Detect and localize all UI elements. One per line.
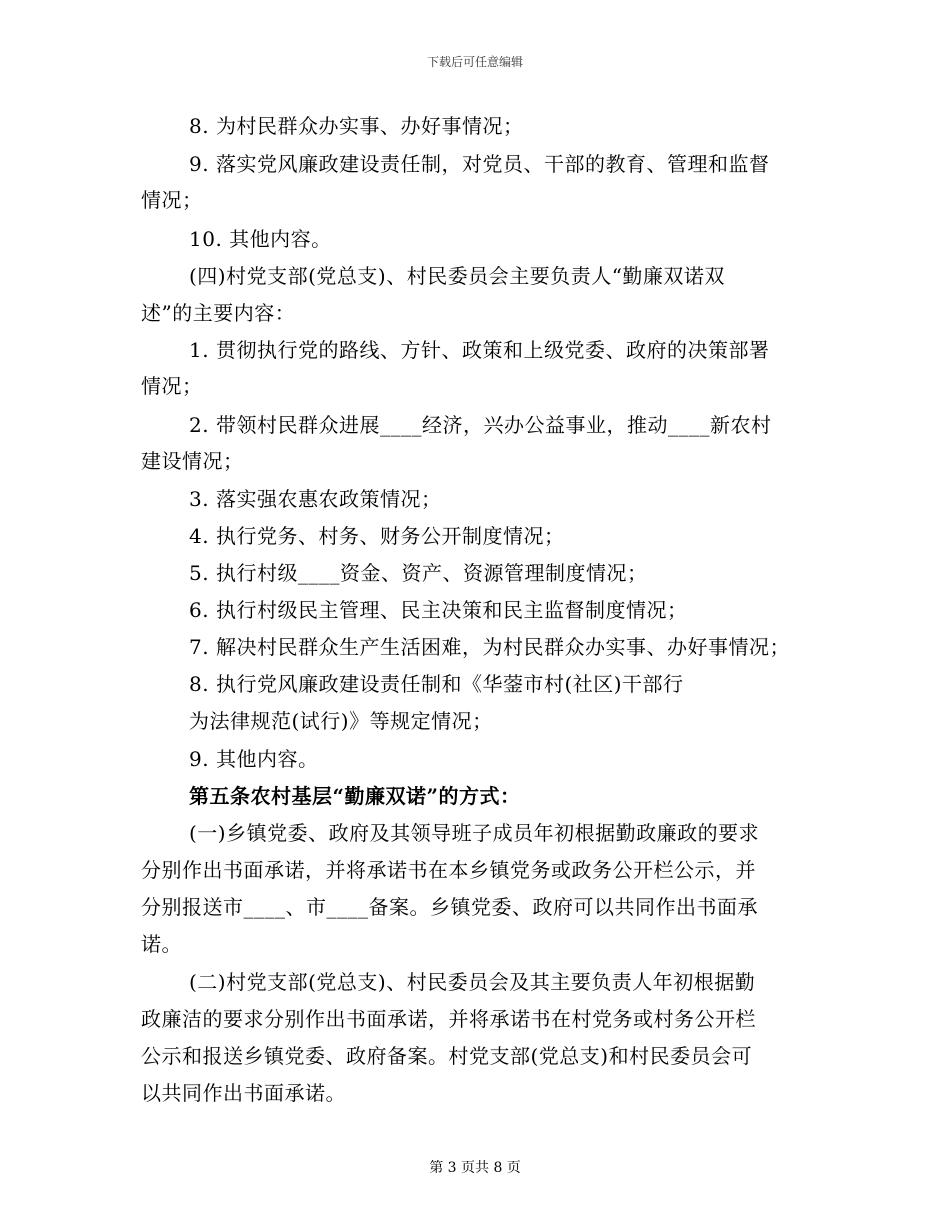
header-note: 下载后可任意编辑 bbox=[426, 55, 523, 69]
text-line: 1. 贯彻执行党的路线、方针、政策和上级党委、政府的决策部署 bbox=[189, 338, 770, 362]
text-line: 情况； bbox=[141, 188, 203, 212]
text-line: 3. 落实强农惠农政策情况； bbox=[189, 487, 442, 511]
text-line: 10. 其他内容。 bbox=[189, 227, 332, 251]
text-line: 9. 其他内容。 bbox=[189, 747, 319, 771]
section-heading: 第五条农村基层“勤廉双诺”的方式： bbox=[189, 784, 521, 808]
text-line: 8. 执行党风廉政建设责任制和《华蓥市村(社区)干部行 bbox=[189, 672, 684, 696]
text-line: 5. 执行村级____资金、资产、资源管理制度情况； bbox=[189, 561, 648, 585]
text-line: 述”的主要内容： bbox=[141, 301, 296, 325]
text-line: 4. 执行党务、村务、财务公开制度情况； bbox=[189, 524, 565, 548]
page-footer: 第 3 页共 8 页 bbox=[429, 1160, 521, 1176]
text-line: 2. 带领村民群众进展____经济，兴办公益事业，推动____新农村 bbox=[189, 413, 772, 437]
text-line: (二)村党支部(党总支)、村民委员会及其主要负责人年初根据勤 bbox=[189, 970, 756, 994]
text-line: 建设情况； bbox=[141, 449, 244, 473]
text-line: (一)乡镇党委、政府及其领导班子成员年初根据勤政廉政的要求 bbox=[189, 821, 760, 845]
text-line: (四)村党支部(党总支)、村民委员会主要负责人“勤廉双诺双 bbox=[189, 264, 725, 288]
text-line: 政廉洁的要求分别作出书面承诺，并将承诺书在村党务或村务公开栏 bbox=[141, 1007, 756, 1031]
text-line: 分别报送市____、市____备案。乡镇党委、政府可以共同作出书面承 bbox=[141, 895, 758, 919]
text-line: 8. 为村民群众办实事、办好事情况； bbox=[189, 114, 524, 138]
text-line: 6. 执行村级民主管理、民主决策和民主监督制度情况； bbox=[189, 598, 688, 622]
text-line: 情况； bbox=[141, 374, 203, 398]
text-line: 诺。 bbox=[141, 932, 182, 956]
text-line: 分别作出书面承诺，并将承诺书在本乡镇党务或政务公开栏公示，并 bbox=[141, 858, 756, 882]
text-line: 为法律规范(试行)》等规定情况； bbox=[189, 709, 493, 733]
text-line: 公示和报送乡镇党委、政府备案。村党支部(党总支)和村民委员会可 bbox=[141, 1044, 753, 1068]
text-line: 7. 解决村民群众生产生活困难，为村民群众办实事、办好事情况； bbox=[189, 635, 790, 659]
text-line: 9. 落实党风廉政建设责任制，对党员、干部的教育、管理和监督 bbox=[189, 152, 770, 176]
text-line: 以共同作出书面承诺。 bbox=[141, 1081, 346, 1105]
